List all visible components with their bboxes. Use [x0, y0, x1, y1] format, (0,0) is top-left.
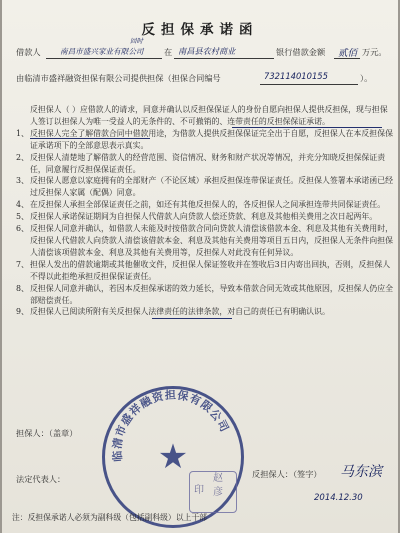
clause-6: 6、 反担保人同意并确认，如借款人未能及时按借款合同向贷款人清偿该借款本金、利息及其他有关费用时，反担保人代借款人向贷款人清偿该借款本金、利息及其他有关费用等项目五日内，反担保人无条件向担保人清偿该项借款本金、利息及其他有关费用等，反担保人对此没有任何异议。 — [16, 224, 393, 257]
counter-guarantor-label: 反担保人：（签字） — [252, 469, 322, 479]
pen-underline-intro-2 — [30, 138, 150, 139]
signature-date: 2014.12.30 — [314, 493, 363, 503]
pen-underline-intro — [232, 127, 382, 128]
amount-underline — [334, 58, 360, 59]
loan-unit: 万元。 — [362, 47, 387, 57]
clause-4: 4、 在反担保人承担全部保证责任之前，如还有其他反担保人的，各反担保人之间承担连带共同保证责任。 — [16, 200, 386, 210]
contract-underline — [260, 84, 358, 85]
borrower-annotation: 回时 — [130, 37, 143, 45]
personal-seal — [189, 471, 237, 513]
document-title: 反担保承诺函 — [141, 22, 259, 38]
clause-5: 5、 反担保人承诺保证期间为自担保人代借款人向贷款人偿还贷款、利息及其他相关费用之次日起两年。 — [16, 212, 378, 222]
borrower-name: 南昌市盛兴家业有限公司 — [60, 47, 144, 56]
bank-name: 南昌县农村商业 — [178, 46, 236, 56]
guarantor-text: 由临清市盛祥融资担保有限公司提供担保（担保合同编号 — [16, 73, 221, 83]
loan-amount: 贰佰 — [338, 48, 358, 59]
clause-3: 3、 反担保人愿意以家庭拥有的全部财产（不论区域）承担反担保连带保证责任。反担保人签署本承诺函已经过反担保人家属（配偶）同意。 — [16, 176, 393, 198]
clause-1: 1、 反担保人完全了解借款合同中借款用途，为借款人提供反担保保证完全出于自愿，反担保人在本反担保保证承诺项下的全部意思表示真实。 — [16, 128, 393, 150]
document-page — [2, 0, 398, 533]
clause-intro: 反担保人（ ）应借款人的请求，同意并确认以反担保保证人的身份自愿向担保人提供反担保，现与担保人签订以担保人为唯一受益人的无条件的、不可撤销的、连带责任的反担保保证承诺。 — [30, 105, 388, 126]
clause-7: 7、 担保人发出的借款逾期或其他催收文件，反担保人保证签收并在签收后3日内寄出回执，否则，反担保人不得以此拒绝承担反担保保证责任。 — [16, 259, 391, 281]
borrower-label: 借款人 — [16, 47, 41, 57]
borrower-underline — [46, 58, 162, 59]
loan-text: 银行借款金额 — [276, 47, 326, 57]
legal-rep-label: 法定代表人： — [16, 474, 66, 484]
at-label: 在 — [164, 47, 173, 57]
personal-seal-text-2: 赵彦 — [213, 473, 223, 498]
clause-8: 8、 反担保人同意并确认，若因本反担保承诺的效力延长，导致本借款合同无效或其他原因，反担保人仍应全部赔偿责任。 — [16, 283, 393, 305]
clause-9: 9、 反担保人已阅读所附有关反担保人法律责任的法律条款，对自己的责任已有明确认识。 — [16, 307, 330, 317]
guarantee-party-label: 担保人：（盖章） — [16, 428, 78, 438]
personal-seal-text-1: 印 — [194, 485, 204, 496]
footer-note: 注：反担保承诺人必须为副科级（包括副科级）以上干部 — [12, 513, 207, 522]
seal-star-icon: ★ — [157, 437, 189, 477]
seal-text: 临清市盛祥融资担保有限公司 — [110, 389, 232, 463]
pen-underline-clause5 — [152, 318, 232, 319]
guarantor-line-end: ）。 — [360, 73, 373, 83]
bank-underline — [174, 58, 274, 59]
contract-number: 732114010155 — [264, 71, 328, 81]
clause-2: 2、 反担保人清楚地了解借款人的经营范围、资信情况、财务和财产状况等情况，并充分知晓反担保保证责任，同意履行反担保保证责任。 — [16, 152, 386, 174]
clauses — [16, 104, 394, 318]
counter-guarantor-signature: 马东滨 — [340, 464, 382, 480]
